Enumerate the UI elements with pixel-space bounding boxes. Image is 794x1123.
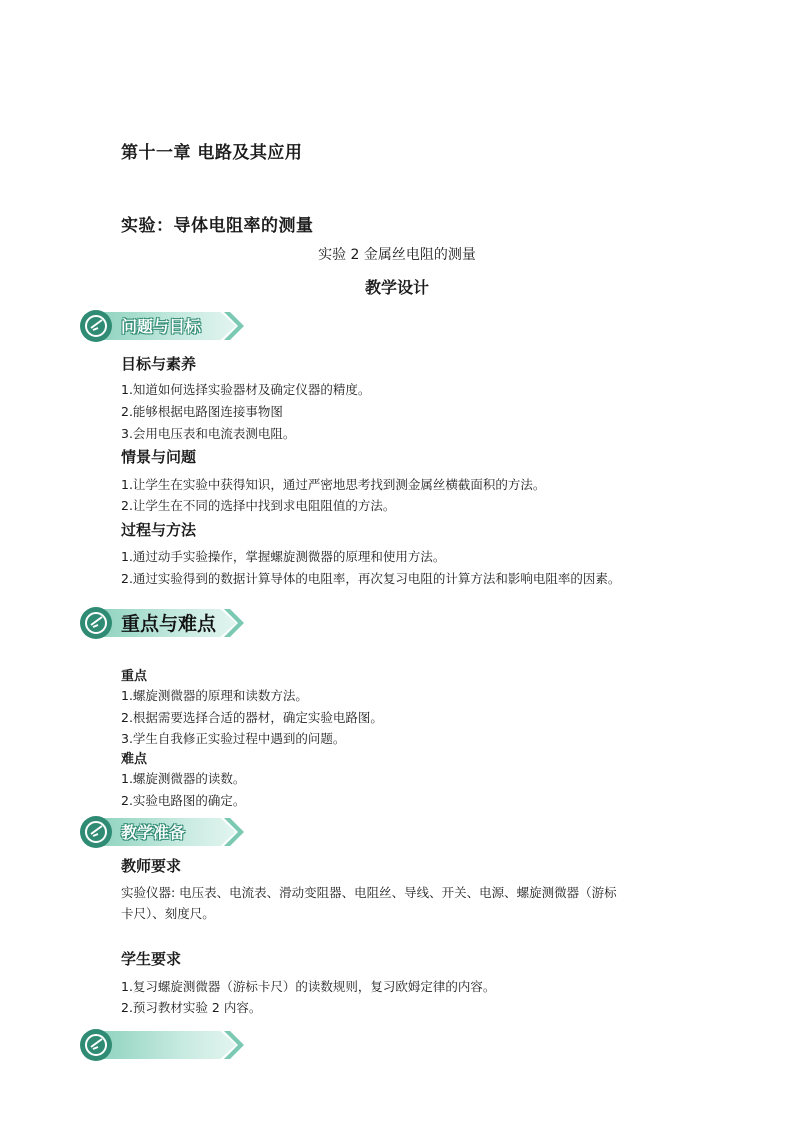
section-banner-label: 重点与难点: [121, 613, 217, 635]
key-points-heading: 重点: [121, 669, 148, 684]
list-item: 1.螺旋测微器的读数。: [121, 771, 246, 786]
list-item: 1.复习螺旋测微器（游标卡尺）的读数规则，复习欧姆定律的内容。: [121, 979, 496, 994]
process-heading: 过程与方法: [121, 521, 197, 539]
design-title: 教学设计: [364, 278, 429, 297]
section-banner-label: 教学准备: [121, 823, 186, 842]
section-banner-label: 问题与目标: [121, 317, 202, 336]
section-banner-problems-goals: [78, 308, 246, 344]
paragraph-line: 卡尺）、刻度尺。: [121, 906, 215, 921]
list-item: 2.预习教材实验 2 内容。: [121, 1000, 262, 1015]
scenes-heading: 情景与问题: [121, 448, 197, 466]
list-item: 3.学生自我修正实验过程中遇到的问题。: [121, 731, 346, 746]
experiment-subtitle: 实验 2 金属丝电阻的测量: [318, 247, 476, 263]
experiment-title: 实验：导体电阻率的测量: [121, 216, 314, 236]
list-item: 2.实验电路图的确定。: [121, 793, 246, 808]
goals-heading: 目标与素养: [121, 355, 197, 373]
list-item: 2.根据需要选择合适的器材，确定实验电路图。: [121, 710, 383, 725]
list-item: 2.通过实验得到的数据计算导体的电阻率，再次复习电阻的计算方法和影响电阻率的因素。: [121, 571, 621, 586]
list-item: 3.会用电压表和电流表测电阻。: [121, 426, 296, 441]
list-item: 1.让学生在实验中获得知识，通过严密地思考找到测金属丝横截面积的方法。: [121, 477, 546, 492]
section-banner-key-difficult: [78, 605, 246, 641]
chapter-title: 第十一章 电路及其应用: [121, 143, 303, 163]
section-banner-preparation: [78, 814, 246, 850]
section-banner-empty: [78, 1027, 246, 1063]
list-item: 1.螺旋测微器的原理和读数方法。: [121, 688, 308, 703]
list-item: 1.通过动手实验操作，掌握螺旋测微器的原理和使用方法。: [121, 549, 446, 564]
teacher-requirements-heading: 教师要求: [121, 857, 182, 875]
list-item: 2.能够根据电路图连接事物图: [121, 404, 283, 419]
paragraph-line: 实验仪器: 电压表、电流表、滑动变阻器、电阻丝、导线、开关、电源、螺旋测微器（游标: [121, 885, 617, 900]
list-item: 1.知道如何选择实验器材及确定仪器的精度。: [121, 382, 371, 397]
banner-graphic: [78, 1027, 246, 1063]
student-requirements-heading: 学生要求: [121, 950, 182, 968]
difficult-points-heading: 难点: [121, 752, 148, 767]
list-item: 2.让学生在不同的选择中找到求电阻阻值的方法。: [121, 498, 396, 513]
